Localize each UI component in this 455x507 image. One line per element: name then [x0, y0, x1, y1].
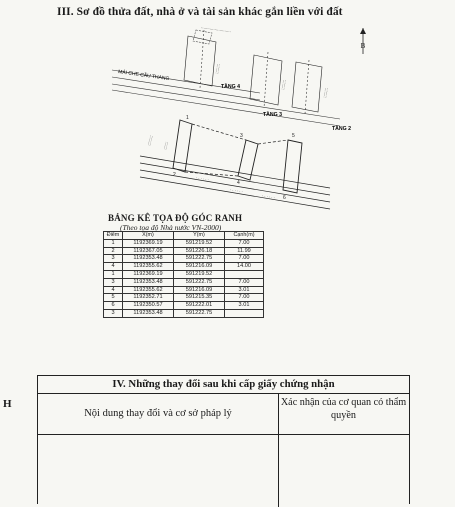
cell: 5 [104, 294, 123, 302]
column-divider [278, 435, 279, 507]
svg-text:::::::::: :::::::: [280, 79, 287, 91]
svg-text:. . . . . .: . . . . . . [195, 174, 210, 181]
section-4-changes-table [37, 375, 410, 504]
cell: 1192369.19 [123, 239, 174, 247]
cell: 4 [104, 263, 123, 271]
point-label-5: 5 [292, 133, 295, 139]
cell: 3 [104, 309, 123, 317]
table-row [104, 278, 264, 286]
table-row [104, 270, 264, 278]
coordinate-table [103, 231, 264, 318]
table-row [104, 309, 264, 317]
svg-text::::::::::: ::::::::: [146, 134, 154, 147]
cell: 591219.52 [174, 270, 225, 278]
table-row [104, 247, 264, 255]
section-3-title: III. Sơ đồ thửa đất, nhà ở và tài sản khác gắn liền với đất [57, 6, 343, 18]
road-label: MÁI CHE CẦU THANG [117, 69, 170, 83]
margin-letter: H [3, 398, 12, 410]
cell: 7.00 [225, 278, 264, 286]
cell: 1192353.48 [123, 278, 174, 286]
section-4-body [38, 435, 409, 507]
header-y: Y(m) [174, 232, 225, 240]
cell: 1192353.48 [123, 255, 174, 263]
cell: 1192367.05 [123, 247, 174, 255]
cell: 1192352.71 [123, 294, 174, 302]
cell: 7.00 [225, 255, 264, 263]
floor-label-3: TẦNG 3 [263, 112, 283, 118]
svg-text:........................: ........................ [200, 24, 232, 34]
cell [225, 270, 264, 278]
svg-text:::::::::: :::::::: [322, 87, 329, 99]
svg-text::::::::: ::::::: [162, 141, 170, 151]
cell: 591215.35 [174, 294, 225, 302]
change-content-header: Nội dung thay đổi và cơ sở pháp lý [38, 394, 279, 434]
cell: 1192350.57 [123, 302, 174, 310]
cell: 1192353.48 [123, 309, 174, 317]
cell: 591222.75 [174, 309, 225, 317]
header-point: Điểm [104, 232, 123, 240]
cell: 591226.18 [174, 247, 225, 255]
north-label: B [360, 42, 366, 50]
cell: 7.00 [225, 294, 264, 302]
svg-text:::::::::: :::::::: [214, 63, 221, 75]
table-row [104, 239, 264, 247]
cell [225, 309, 264, 317]
floor-label-4: TẦNG 4 [221, 84, 241, 90]
cell: 591222.75 [174, 278, 225, 286]
point-label-1: 1 [186, 115, 189, 121]
cell: 7.00 [225, 239, 264, 247]
cell: 6 [104, 302, 123, 310]
cell: 591222.01 [174, 302, 225, 310]
cell: 1 [104, 270, 123, 278]
cell: 14.00 [225, 263, 264, 271]
table-row [104, 294, 264, 302]
cell: 3 [104, 255, 123, 263]
table-row [104, 302, 264, 310]
site-plan-drawing [0, 0, 455, 215]
point-label-2: 2 [173, 172, 176, 178]
point-label-3: 3 [240, 133, 243, 139]
svg-text:. . . . . .: . . . . . . [229, 186, 244, 193]
point-label-6: 6 [283, 195, 286, 201]
cell: 3 [104, 278, 123, 286]
point-label-4: 4 [237, 180, 240, 186]
svg-text:. . . . . .: . . . . . . [261, 192, 276, 199]
cell: 591216.09 [174, 263, 225, 271]
floor-label-2: TẦNG 2 [332, 126, 352, 132]
cell: 4 [104, 286, 123, 294]
cell: 11.99 [225, 247, 264, 255]
header-edge: Cạnh(m) [225, 232, 264, 240]
table-row [104, 263, 264, 271]
coord-table-subtitle: (Theo tọa độ Nhà nước VN-2000) [120, 223, 222, 232]
table-row [104, 255, 264, 263]
table-row [104, 286, 264, 294]
cell: 591216.09 [174, 286, 225, 294]
cell: 3.01 [225, 302, 264, 310]
table-header-row [104, 232, 264, 240]
header-x: X(m) [123, 232, 174, 240]
cell: 1192355.62 [123, 286, 174, 294]
section-4-title: IV. Những thay đổi sau khi cấp giấy chứng nhận [38, 376, 409, 394]
cell: 591222.75 [174, 255, 225, 263]
section-4-header-row [38, 394, 409, 435]
authority-confirmation-header: Xác nhận của cơ quan có thẩm quyền [280, 397, 407, 421]
cell: 1192369.19 [123, 270, 174, 278]
cell: 3.01 [225, 286, 264, 294]
cell: 591219.52 [174, 239, 225, 247]
cell: 1192355.62 [123, 263, 174, 271]
cell: 2 [104, 247, 123, 255]
cell: 1 [104, 239, 123, 247]
coord-table-title: BẢNG KÊ TỌA ĐỘ GÓC RANH [108, 213, 243, 223]
